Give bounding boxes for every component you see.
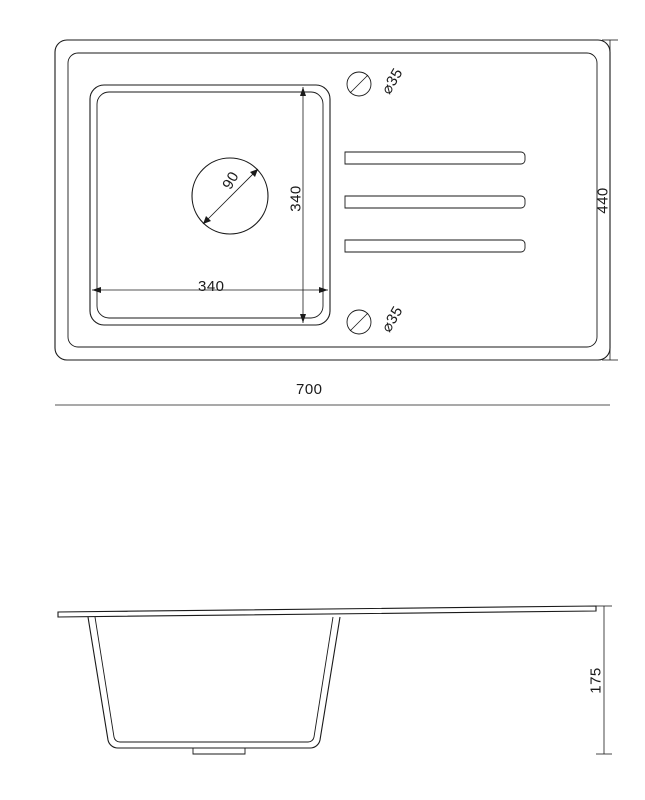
bowl-width-label: 340 xyxy=(198,278,225,295)
drain-boss xyxy=(193,748,245,754)
overall-height-label: 175 xyxy=(587,667,605,694)
tap-hole-top-label: ⌀35 xyxy=(378,65,407,98)
bowl-width-arrow-left xyxy=(92,287,101,293)
drainboard-grooves xyxy=(345,152,525,252)
drain-diameter-label: 90 xyxy=(219,168,243,193)
groove-3 xyxy=(345,240,525,252)
rim-profile xyxy=(58,606,596,617)
bowl-section-profile xyxy=(88,617,340,748)
groove-2 xyxy=(345,196,525,208)
tap-hole-top-slash xyxy=(350,75,368,93)
bowl-depth-arrow-bottom xyxy=(300,314,306,323)
groove-1 xyxy=(345,152,525,164)
front-section-view xyxy=(58,606,612,754)
tap-hole-bottom-slash xyxy=(350,313,368,331)
tap-hole-bottom-label: ⌀35 xyxy=(378,303,407,336)
overall-depth-label: 440 xyxy=(594,187,612,214)
overall-width-label: 700 xyxy=(296,381,323,398)
bowl-width-arrow-right xyxy=(319,287,328,293)
bowl-depth-label: 340 xyxy=(287,185,305,212)
sink-rim-inner xyxy=(68,53,597,347)
top-view xyxy=(55,40,618,405)
bowl-depth-arrow-top xyxy=(300,87,306,96)
sink-outline xyxy=(55,40,610,360)
bowl-section-inner xyxy=(95,617,333,742)
